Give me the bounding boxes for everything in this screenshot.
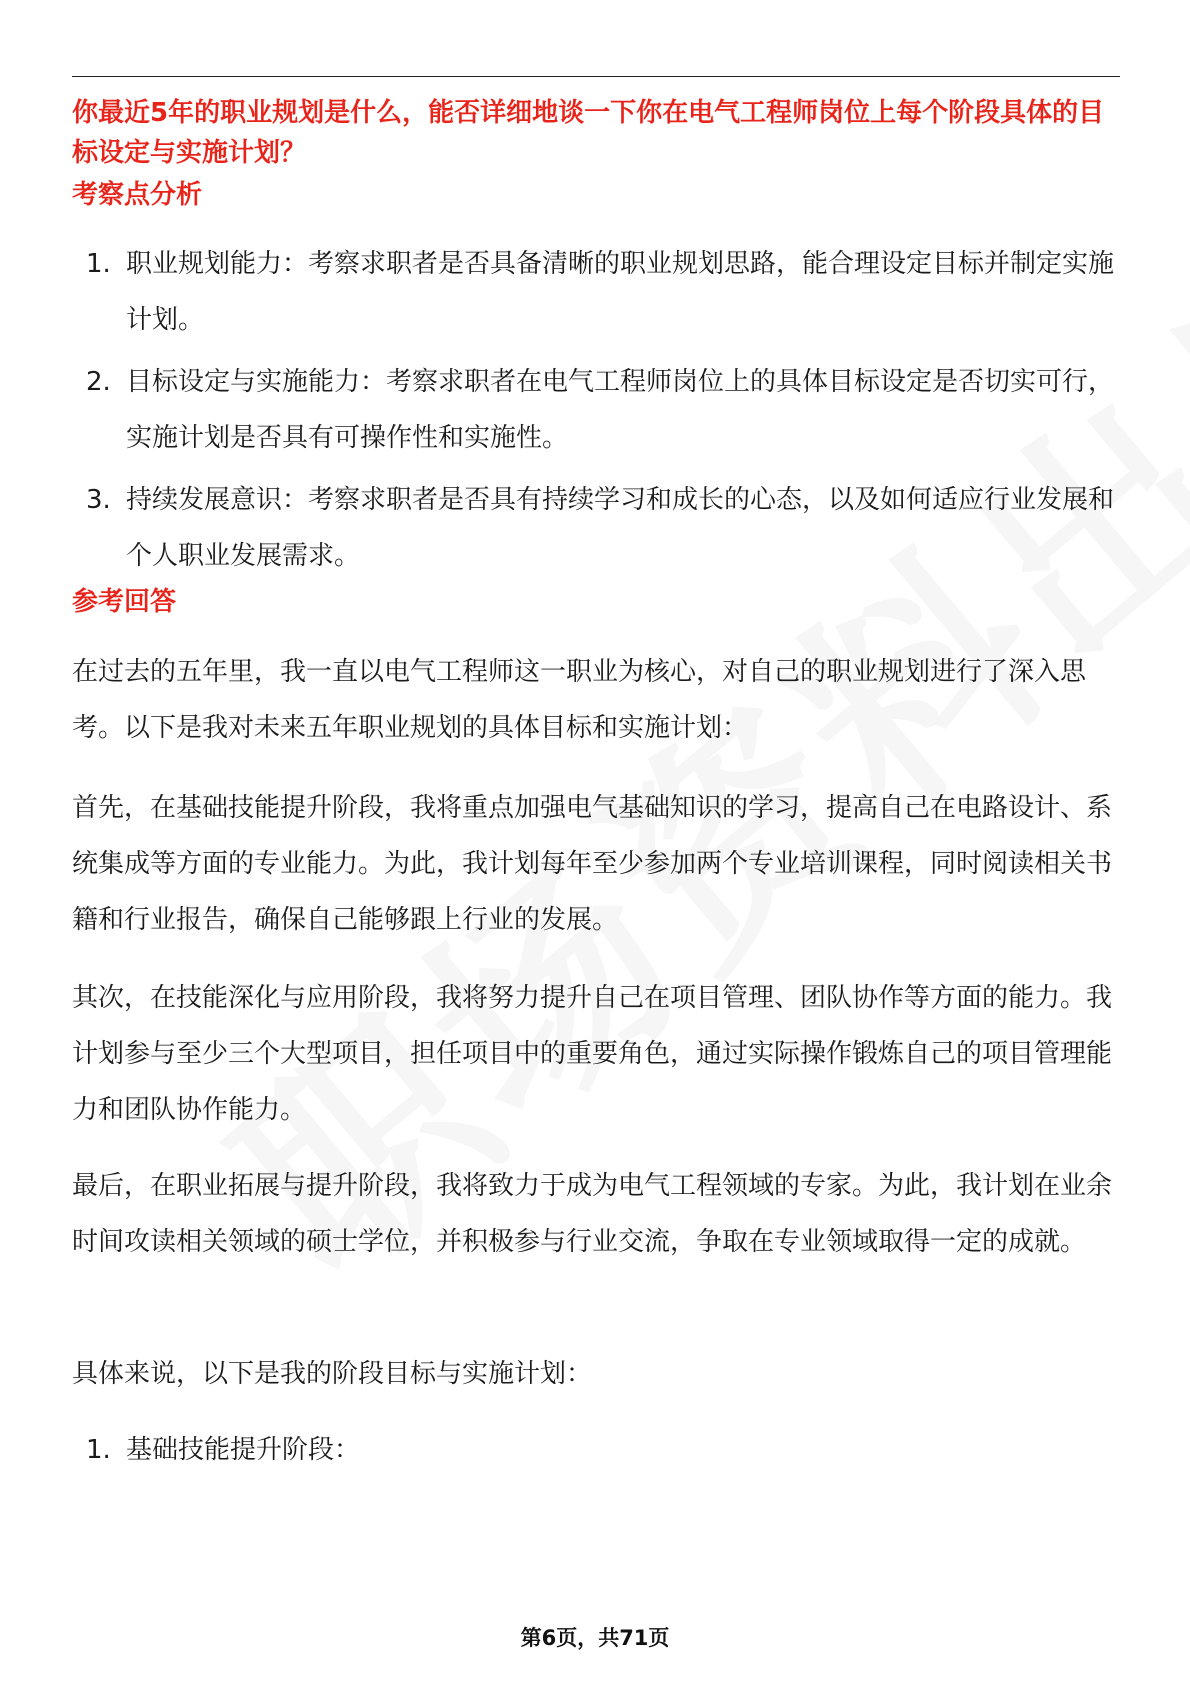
list-item-text: 职业规划能力：考察求职者是否具备清晰的职业规划思路，能合理设定目标并制定实施计划。 <box>126 249 1115 335</box>
top-divider <box>72 76 1120 77</box>
answer-paragraph: 首先，在基础技能提升阶段，我将重点加强电气基础知识的学习，提高自己在电路设计、系统集成等方面的专业能力。为此，我计划每年至少参加两个专业培训课程，同时阅读相关书籍和行业报告，确保自己能够跟上行业的发展。 <box>72 793 1113 935</box>
question-heading: 你最近5年的职业规划是什么，能否详细地谈一下你在电气工程师岗位上每个阶段具体的目标设定与实施计划？ <box>72 98 1105 168</box>
list-item <box>72 1422 1122 1478</box>
list-item <box>72 236 1122 348</box>
analysis-list <box>72 236 1122 590</box>
list-item <box>72 472 1122 584</box>
answer-paragraph: 最后，在职业拓展与提升阶段，我将致力于成为电气工程领域的专家。为此，我计划在业余时间攻读相关领域的硕士学位，并积极参与行业交流，争取在专业领域取得一定的成就。 <box>72 1171 1113 1257</box>
list-number: 3. <box>86 485 111 515</box>
list-number: 2. <box>86 367 111 397</box>
list-item-text: 基础技能提升阶段： <box>126 1435 361 1465</box>
list-item <box>72 354 1122 466</box>
answer-paragraph: 其次，在技能深化与应用阶段，我将努力提升自己在项目管理、团队协作等方面的能力。我计划参与至少三个大型项目，担任项目中的重要角色，通过实际操作锻炼自己的项目管理能力和团队协作能力。 <box>72 983 1113 1125</box>
list-item-text: 目标设定与实施能力：考察求职者在电气工程师岗位上的具体目标设定是否切实可行，实施计划是否具有可操作性和实施性。 <box>126 367 1115 453</box>
answer-paragraph: 在过去的五年里，我一直以电气工程师这一职业为核心，对自己的职业规划进行了深入思考。以下是我对未来五年职业规划的具体目标和实施计划： <box>72 657 1087 743</box>
list-number: 1. <box>86 1435 111 1465</box>
answer-section-title: 参考回答 <box>72 587 177 617</box>
list-item-text: 持续发展意识：考察求职者是否具有持续学习和成长的心态，以及如何适应行业发展和个人职业发展需求。 <box>126 485 1115 571</box>
analysis-section-title: 考察点分析 <box>72 180 203 210</box>
page-number-footer: 第6页，共71页 <box>520 1626 670 1650</box>
answer-paragraph: 具体来说，以下是我的阶段目标与实施计划： <box>72 1359 593 1389</box>
list-number: 1. <box>86 249 111 279</box>
answer-list <box>72 1422 1122 1484</box>
